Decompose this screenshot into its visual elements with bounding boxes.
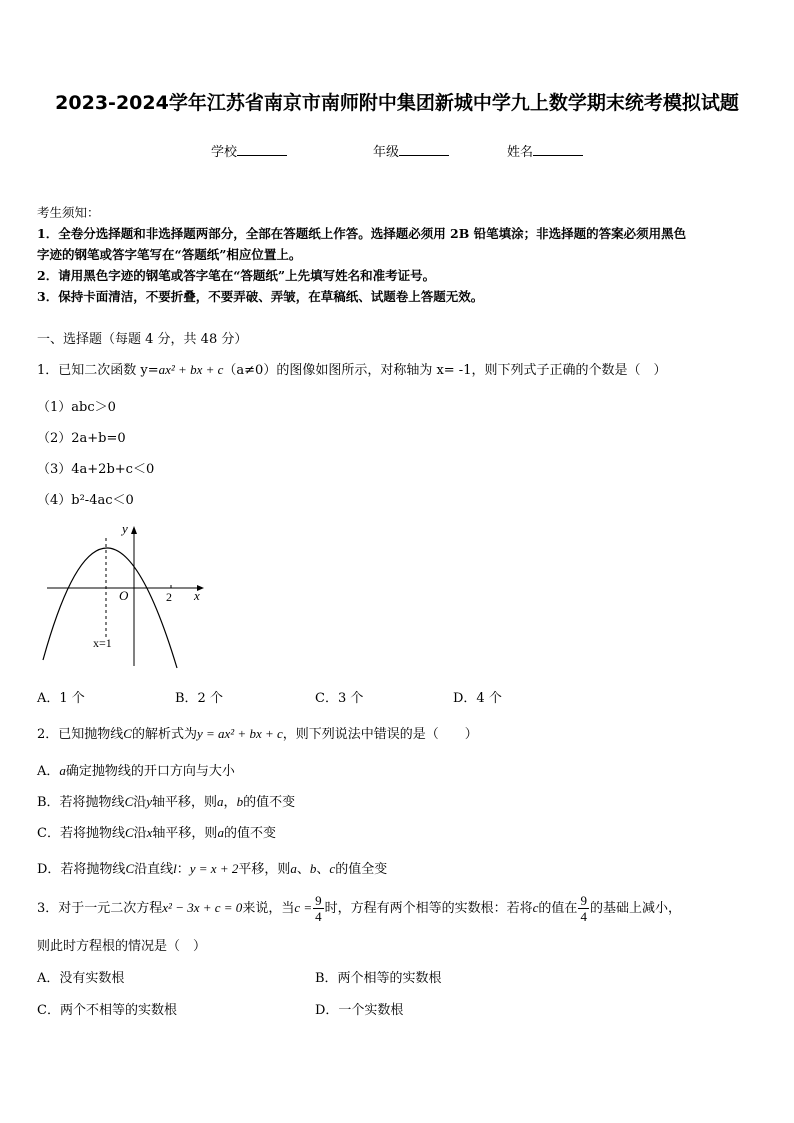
q2b-t4: 的值不变 [243, 795, 296, 810]
q2b-label: B．若将抛物线 [37, 795, 125, 810]
q2d-t4: 、 [296, 862, 310, 877]
q2d-t3: 平移，则 [238, 862, 291, 877]
q2d-t5: 、 [316, 862, 330, 877]
q2c-label: C．若将抛物线 [37, 826, 125, 841]
notice-item-1b: 字迹的钢笔或答字笔写在“答题纸”相应位置上。 [37, 247, 302, 262]
grade-blank[interactable] [399, 143, 449, 156]
question-1 [37, 359, 666, 378]
q1-parabola-graph [37, 518, 217, 670]
q3-option-c[interactable]: C．两个不相等的实数根 [37, 1003, 177, 1018]
q2d-var1: C [125, 861, 135, 876]
q1-item-2: （2）2a+b=0 [37, 431, 126, 446]
q2d-var4: b [309, 861, 317, 876]
school-label: 学校 [211, 145, 238, 160]
q3-frac-num-2: 9 [580, 893, 587, 908]
q2a-text: 确定抛物线的开口方向与大小 [65, 764, 235, 779]
notice-heading: 考生须知： [37, 205, 100, 220]
q2c-var1: C [124, 825, 134, 840]
q2b-var2: y [146, 794, 153, 809]
q1-option-d[interactable]: D．4 个 [453, 691, 502, 706]
q2-mid: 的解析式为 [131, 727, 197, 742]
q2-suffix: ，则下列说法中错误的是（ ） [282, 727, 478, 742]
q1-option-b[interactable]: B．2 个 [175, 691, 223, 706]
q2c-t2: 轴平移，则 [152, 826, 218, 841]
q2-option-a[interactable] [37, 760, 235, 779]
q1-item-1: （1）abc＞0 [37, 400, 116, 415]
q2d-t2: ： [176, 862, 190, 877]
origin-label: O [119, 588, 129, 603]
q2d-t6: 的值全变 [335, 862, 388, 877]
q2d-label: D．若将抛物线 [37, 862, 126, 877]
q2a-var: a [59, 763, 66, 778]
q2b-var4: b [236, 794, 244, 809]
q3-t2: 时，方程有两个相等的实数根：若将 [324, 901, 533, 916]
q2d-var3: a [290, 861, 297, 876]
q2d-formula: y = x + 2 [189, 861, 239, 876]
q2b-t1: 沿 [133, 795, 147, 810]
q2c-var3: a [217, 825, 224, 840]
question-3 [37, 890, 681, 927]
q2a-label: A． [37, 764, 60, 779]
q2c-var2: x [146, 825, 153, 840]
y-axis-arrow [131, 526, 137, 534]
q3-t4: 的基础上减小， [589, 901, 681, 916]
q2d-t1: 沿直线 [134, 862, 174, 877]
x-axis-label: x [194, 588, 200, 603]
q2b-var1: C [124, 794, 134, 809]
q2-var-c: C [123, 726, 132, 741]
q1-item-4: （4）b²-4ac＜0 [37, 493, 134, 508]
q3-option-d[interactable]: D．一个实数根 [315, 1003, 404, 1018]
q3-cvar: c = [294, 900, 313, 915]
school-blank[interactable] [237, 143, 287, 156]
question-2 [37, 723, 478, 742]
q3-frac-num-1: 9 [315, 893, 322, 908]
q3-fraction-1 [313, 893, 324, 924]
symmetry-label: x=1 [93, 636, 112, 650]
q1-item-3: （3）4a+2b+c＜0 [37, 462, 155, 477]
q2-formula: y = ax² + bx + c [196, 726, 283, 741]
notice-item-3: 3．保持卡面清洁，不要折叠，不要弄破、弄皱，在草稿纸、试题卷上答题无效。 [37, 289, 484, 304]
section-title: 一、选择题（每题 4 分，共 48 分） [37, 332, 248, 347]
x-tick-label: 2 [166, 590, 172, 604]
q1-prefix: 1．已知二次函数 y= [37, 363, 159, 378]
q1-option-a[interactable]: A．1 个 [37, 691, 85, 706]
q3-frac-den-2: 4 [580, 909, 587, 924]
q1-option-c[interactable]: C．3 个 [315, 691, 364, 706]
name-label: 姓名 [507, 145, 534, 160]
notice-item-1a: 1．全卷分选择题和非选择题两部分，全部在答题纸上作答。选择题必须用 2B 铅笔填涂；非选择题的答案必须用黑色 [37, 226, 687, 241]
q3-fraction-2 [578, 893, 589, 924]
q2d-var5: c [329, 861, 336, 876]
q1-suffix: （a≠0）的图像如图所示，对称轴为 x= -1，则下列式子正确的个数是（ ） [223, 363, 667, 378]
q2c-t1: 沿 [133, 826, 147, 841]
q3-prefix: 3．对于一元二次方程 [37, 901, 163, 916]
q3-formula: x² − 3x + c = 0 [162, 900, 243, 915]
q3-frac-den-1: 4 [315, 909, 322, 924]
grade-label: 年级 [373, 145, 400, 160]
q2b-var3: a [217, 794, 224, 809]
q2-option-d[interactable] [37, 858, 387, 877]
q2c-t3: 的值不变 [223, 826, 276, 841]
q3-t1: 来说，当 [242, 901, 295, 916]
q3-line-2: 则此时方程根的情况是（ ） [37, 939, 207, 954]
q3-option-a[interactable]: A．没有实数根 [37, 971, 125, 986]
q2-option-c[interactable] [37, 822, 276, 841]
q3-var-c: c [532, 900, 539, 915]
notice-item-2: 2．请用黑色字迹的钢笔或答字笔在“答题纸”上先填写姓名和准考证号。 [37, 268, 436, 283]
q1-formula: ax² + bx + c [158, 362, 224, 377]
y-axis-label: y [122, 521, 128, 536]
q2b-t2: 轴平移，则 [152, 795, 218, 810]
q3-option-b[interactable]: B．两个相等的实数根 [315, 971, 442, 986]
name-blank[interactable] [533, 143, 583, 156]
grade-field[interactable] [373, 141, 449, 160]
school-field[interactable] [211, 141, 287, 160]
name-field[interactable] [507, 141, 583, 160]
q2-prefix: 2．已知抛物线 [37, 727, 124, 742]
page-title: 2023-2024学年江苏省南京市南师附中集团新城中学九上数学期末统考模拟试题 [55, 92, 739, 114]
q2b-t3: ， [223, 795, 237, 810]
q3-t3: 的值在 [538, 901, 578, 916]
q2d-var2: l [173, 861, 177, 876]
q2-option-b[interactable] [37, 791, 295, 810]
